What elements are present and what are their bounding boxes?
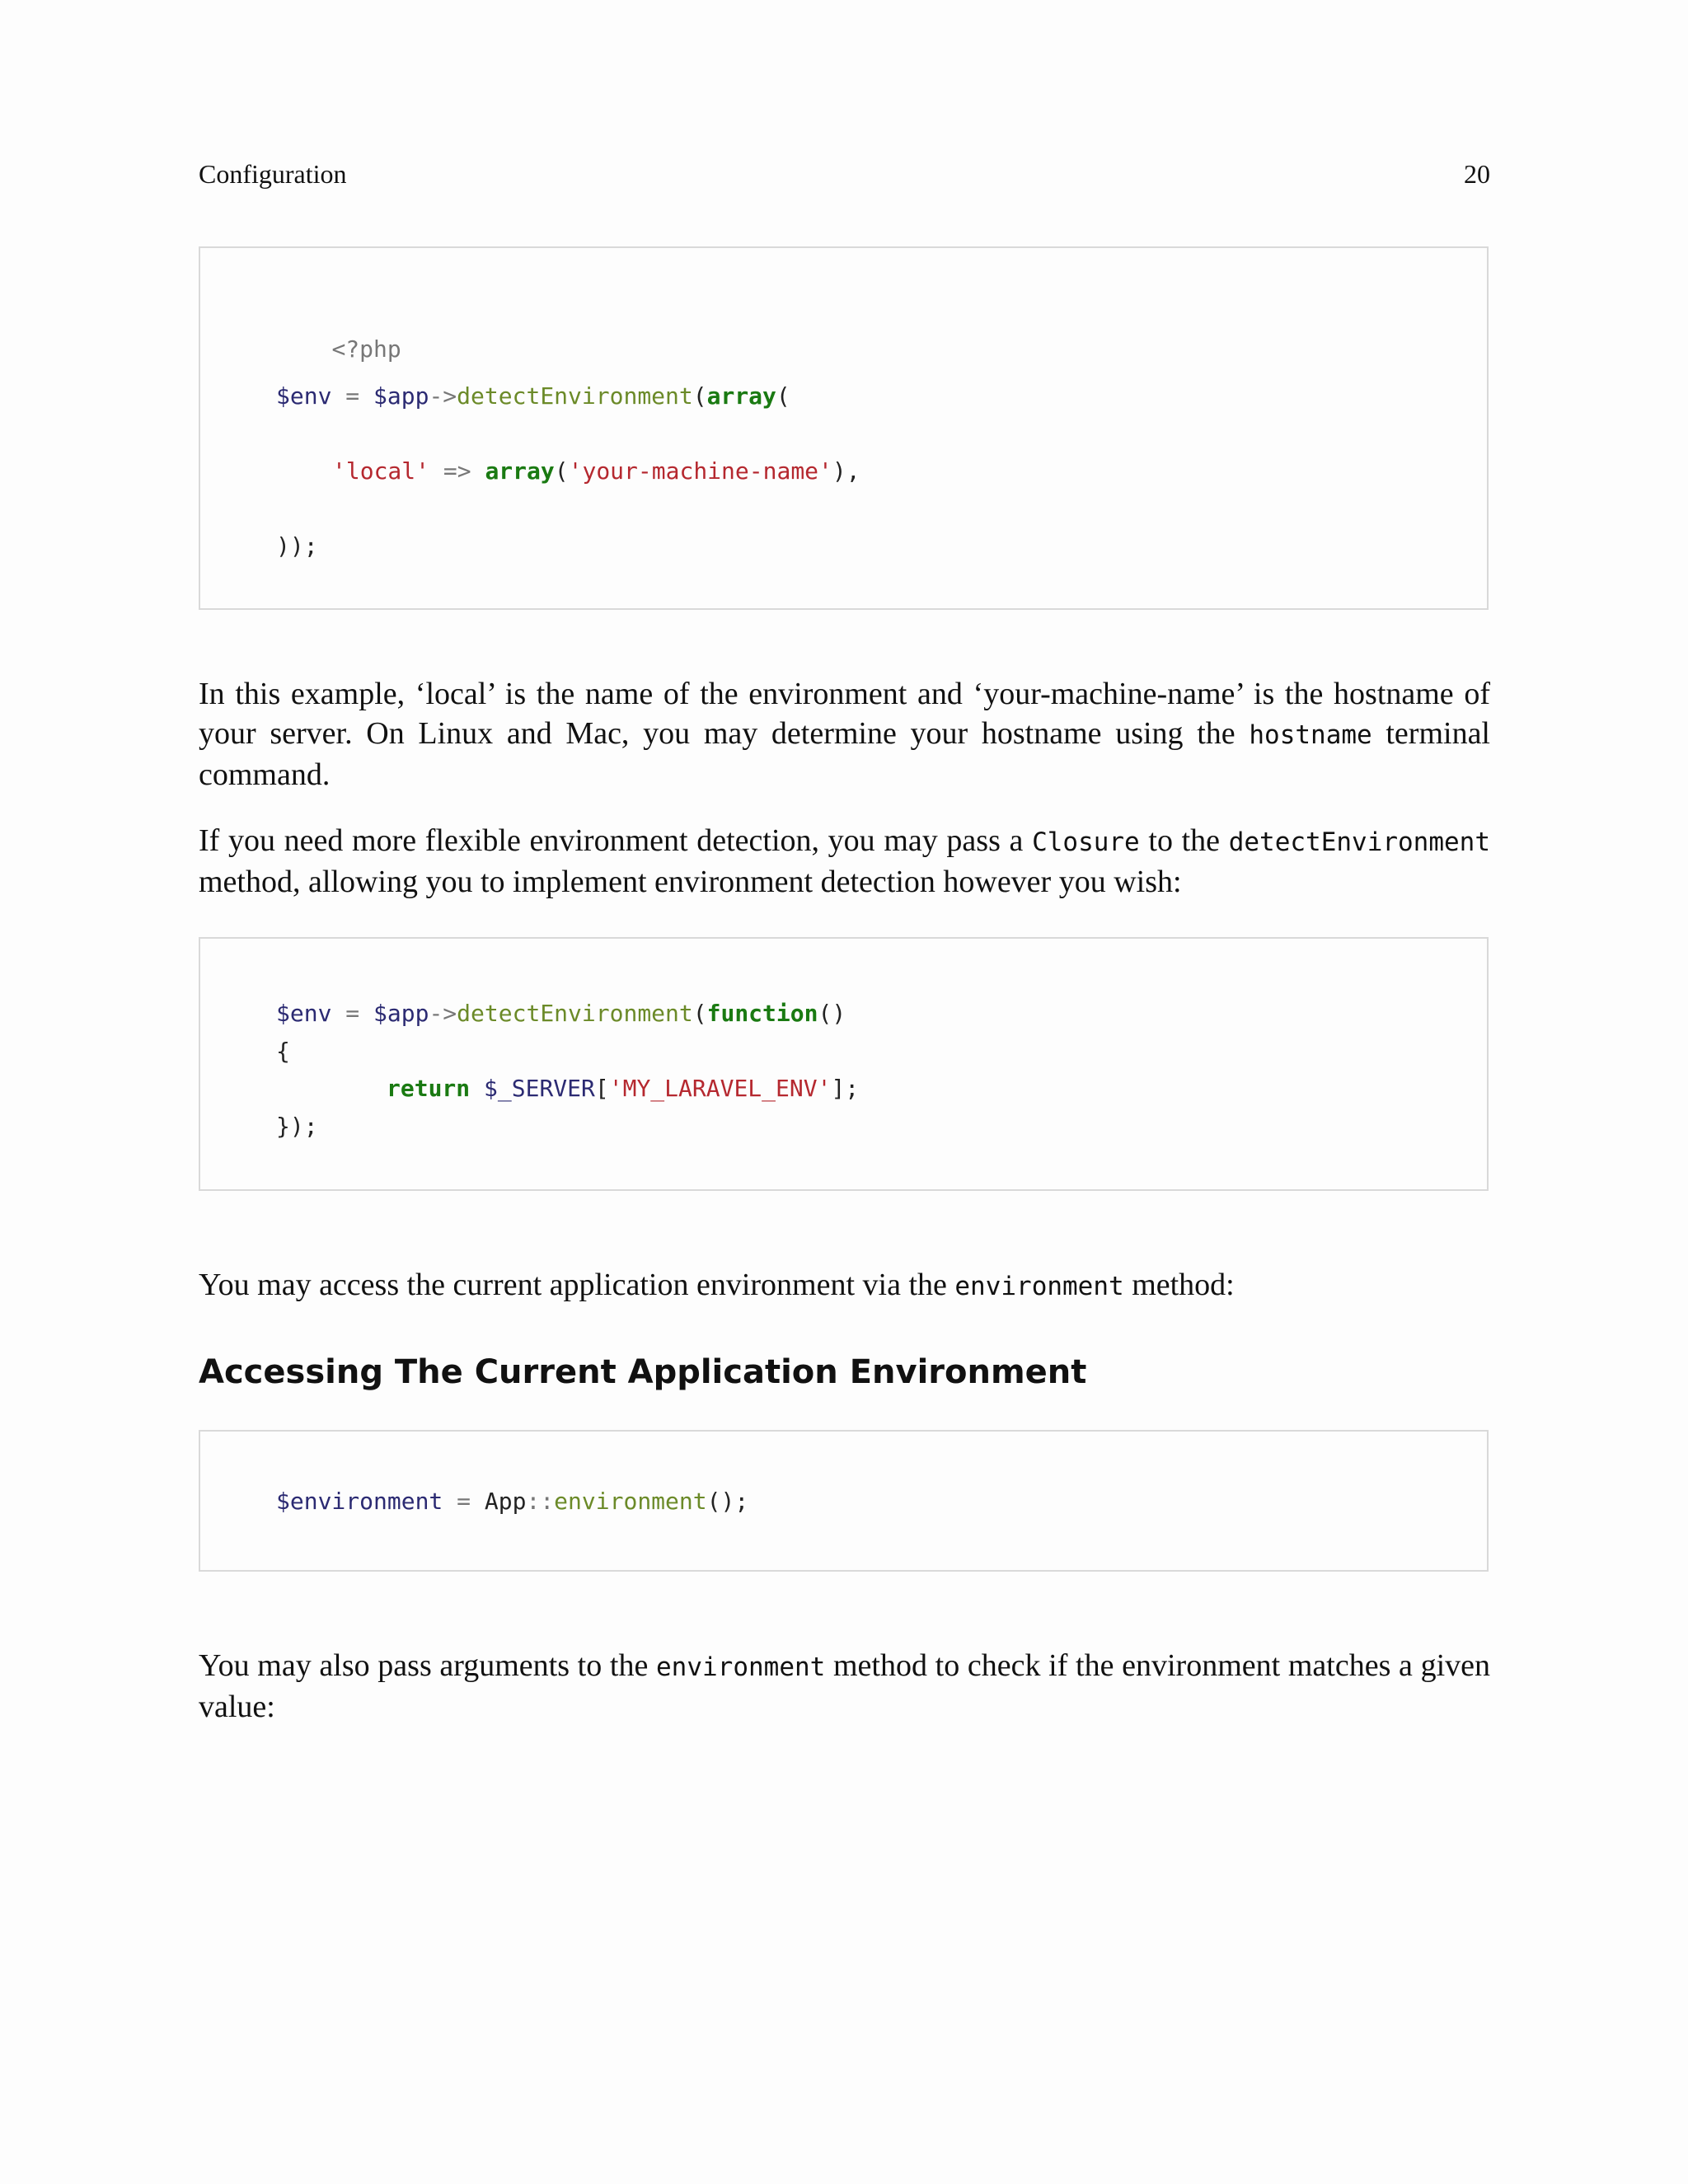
code-line <box>276 1000 846 1028</box>
code-token: { <box>276 1038 290 1065</box>
code-token: 'MY_LARAVEL_ENV' <box>608 1075 832 1102</box>
paragraph-text: method, allowing you to implement environment detection however you wish: <box>199 865 1182 899</box>
code-token: ( <box>554 457 569 485</box>
section-title: Configuration <box>199 159 347 189</box>
code-token: = <box>331 1000 374 1027</box>
code-line <box>332 457 860 485</box>
code-line <box>276 1113 318 1141</box>
paragraph-text: method to check if the environment matches a given value: <box>199 1648 1490 1724</box>
paragraph-text: You may also pass arguments to the <box>199 1648 657 1683</box>
code-token: detectEnvironment <box>457 382 693 410</box>
paragraph-text: In this example, ‘local’ is the name of the environment and ‘your-machine-name’ is the hostname of your server. On Linux and Mac, you may determine your hostname using the <box>199 677 1490 751</box>
inline-code: environment <box>656 1652 826 1682</box>
code-token: = <box>443 1488 485 1515</box>
code-line <box>276 1038 290 1066</box>
code-token: array <box>706 382 776 410</box>
code-token: ( <box>692 1000 707 1027</box>
code-token: 'your-machine-name' <box>568 457 832 485</box>
inline-code: hostname <box>1249 720 1372 750</box>
paragraph-closure <box>199 821 1490 902</box>
code-line <box>276 1488 748 1516</box>
code-token: function <box>706 1000 818 1027</box>
code-line <box>276 307 401 391</box>
code-token <box>470 1075 484 1102</box>
code-token: (); <box>706 1488 749 1515</box>
code-token: $env <box>276 1000 332 1027</box>
code-token: $app <box>373 1000 429 1027</box>
paragraph-hostname <box>199 674 1490 794</box>
code-token: return <box>387 1075 471 1102</box>
code-token: $environment <box>276 1488 443 1515</box>
code-token: $env <box>276 382 332 410</box>
code-token: array <box>485 457 555 485</box>
code-token: [ <box>594 1075 609 1102</box>
code-token: -> <box>429 382 457 410</box>
code-token: :: <box>526 1488 555 1515</box>
code-token: ]; <box>831 1075 860 1102</box>
code-token: = <box>331 382 374 410</box>
code-token: }); <box>276 1113 318 1140</box>
code-token: App <box>484 1488 527 1515</box>
code-token: ( <box>776 382 790 410</box>
paragraph-environment-arguments <box>199 1646 1490 1727</box>
section-heading: Accessing The Current Application Environment <box>199 1353 1087 1391</box>
code-line <box>387 1075 859 1103</box>
paragraph-text: terminal command. <box>199 716 1490 792</box>
inline-code: environment <box>954 1272 1124 1301</box>
code-block-app-environment <box>199 1430 1489 1572</box>
code-block-detect-environment <box>199 246 1489 610</box>
inline-code: detectEnvironment <box>1228 827 1490 857</box>
code-token: $app <box>373 382 429 410</box>
code-block-closure <box>199 937 1489 1191</box>
code-token: 'local' <box>332 457 430 485</box>
paragraph-text: method: <box>1123 1268 1235 1302</box>
code-token: $_SERVER <box>484 1075 595 1102</box>
paragraph-text: If you need more flexible environment detection, you may pass a <box>199 823 1033 858</box>
code-token: ), <box>832 457 860 485</box>
page-number: 20 <box>1464 159 1490 189</box>
code-line <box>276 382 790 410</box>
code-token: ( <box>692 382 707 410</box>
code-token: -> <box>429 1000 457 1027</box>
paragraph-text: to the <box>1139 823 1229 858</box>
inline-code: Closure <box>1032 827 1140 857</box>
paragraph-text: You may access the current application environment via the <box>199 1268 955 1302</box>
code-token: environment <box>554 1488 707 1515</box>
code-token: )); <box>276 532 318 560</box>
paragraph-environment-method <box>199 1265 1490 1306</box>
code-token: => <box>429 457 485 485</box>
code-token: () <box>818 1000 846 1027</box>
code-token: <?php <box>331 335 401 363</box>
code-line <box>276 532 318 560</box>
code-token: detectEnvironment <box>457 1000 693 1027</box>
